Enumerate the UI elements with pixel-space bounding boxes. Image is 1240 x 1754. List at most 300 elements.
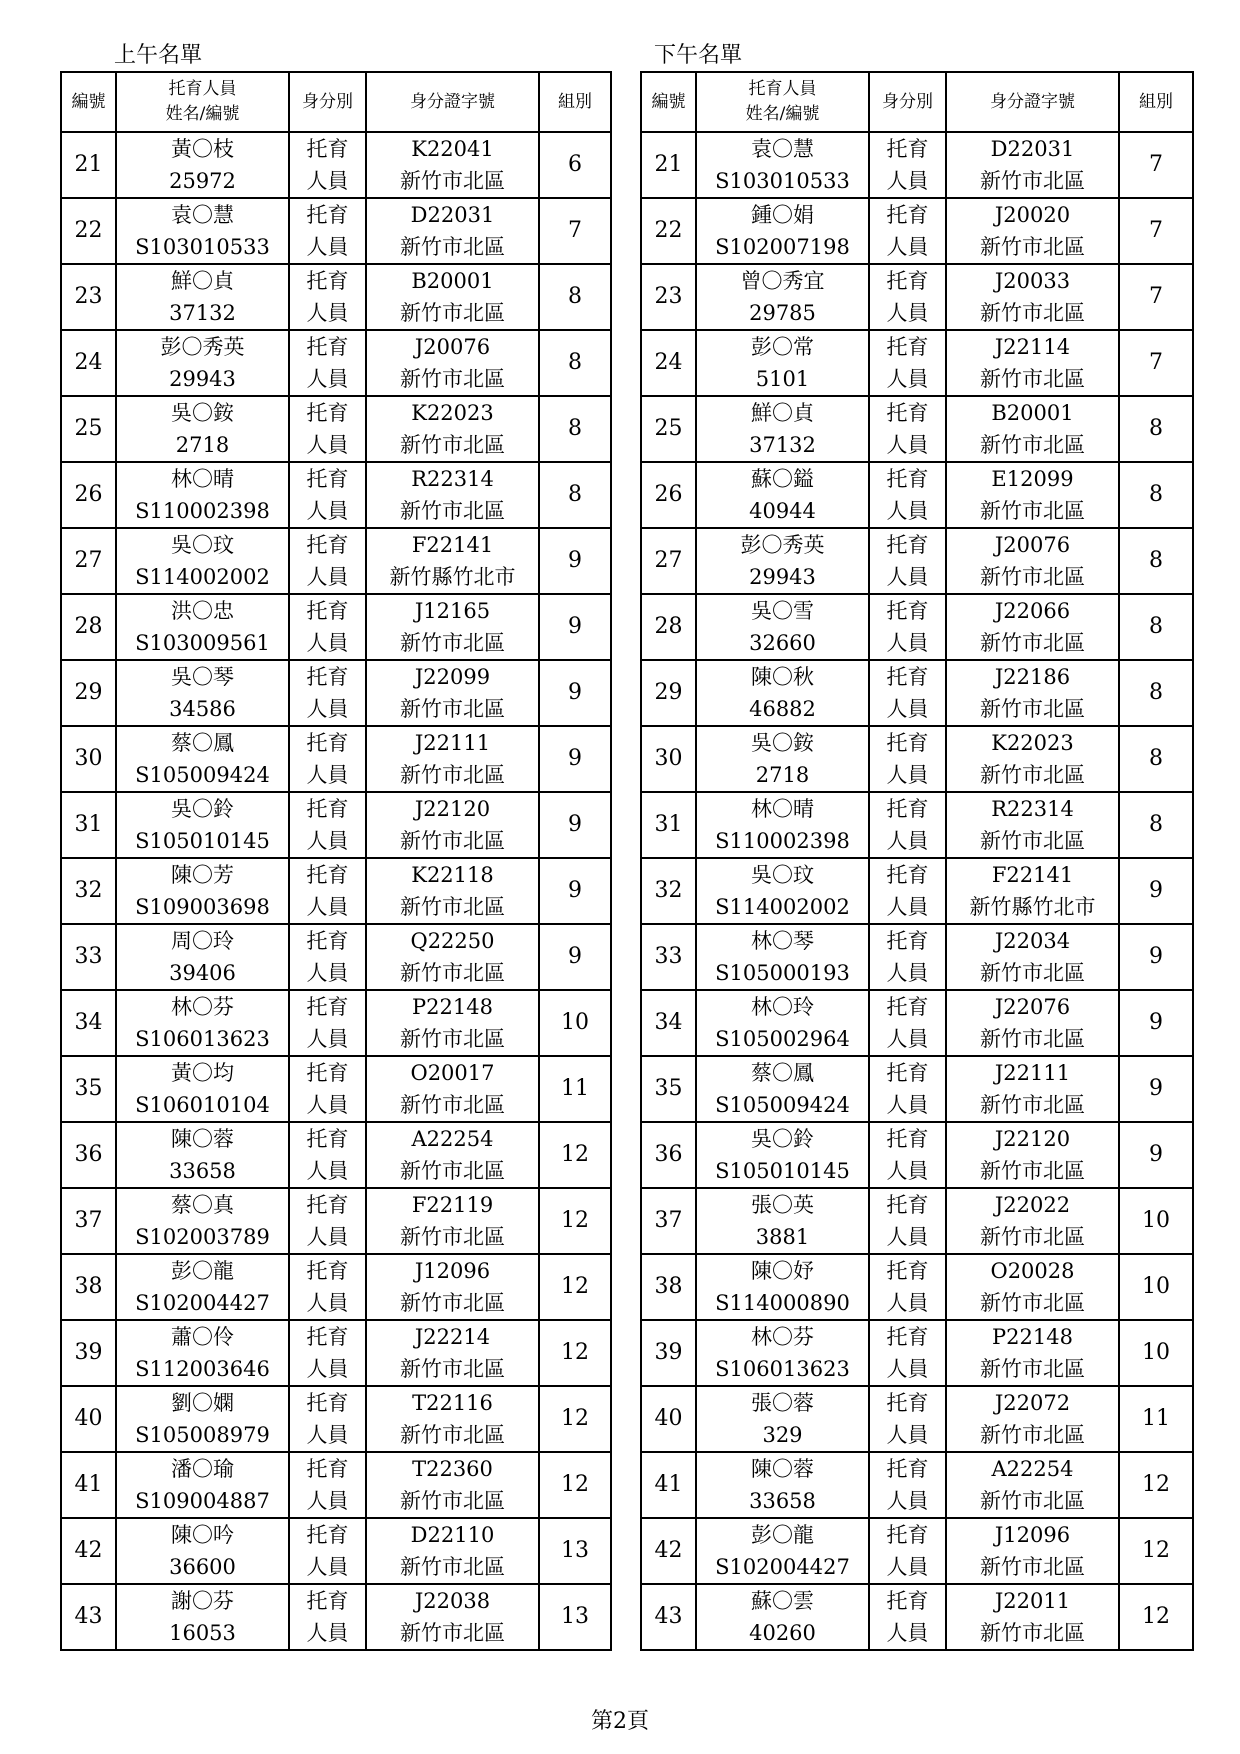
role-cell	[289, 132, 366, 198]
role-cell	[869, 1320, 946, 1386]
caregiver-code: S105010145	[715, 1159, 850, 1183]
role-line1: 托育	[306, 401, 349, 425]
caregiver-code: 37132	[169, 301, 236, 325]
role-cell	[289, 1452, 366, 1518]
id-cell	[366, 1056, 539, 1122]
id-area: 新竹市北區	[980, 1423, 1085, 1447]
table-row	[641, 528, 1193, 594]
header-id: 身分證字號	[946, 72, 1119, 132]
role-line2: 人員	[306, 1225, 349, 1249]
morning-list-title: 上午名單	[114, 43, 203, 68]
role-line2: 人員	[306, 169, 349, 193]
role-cell	[869, 264, 946, 330]
role-cell	[289, 792, 366, 858]
id-area: 新竹市北區	[400, 1159, 505, 1183]
caregiver-name: 林〇芬	[171, 995, 234, 1019]
table-row	[61, 330, 611, 396]
id-number: J20020	[994, 203, 1071, 227]
id-area: 新竹市北區	[980, 235, 1085, 259]
caregiver-code: S114002002	[715, 895, 850, 919]
role-cell	[289, 264, 366, 330]
caregiver-code: 29785	[749, 301, 816, 325]
id-cell	[946, 990, 1119, 1056]
table-row	[61, 594, 611, 660]
caregiver-name: 周〇玲	[171, 929, 234, 953]
id-area: 新竹市北區	[980, 697, 1085, 721]
row-number: 36	[641, 1122, 696, 1188]
id-area: 新竹市北區	[980, 565, 1085, 589]
id-number: J22038	[414, 1589, 491, 1613]
row-number: 40	[61, 1386, 116, 1452]
caregiver-name: 吳〇玟	[751, 863, 814, 887]
caregiver-code: S105009424	[135, 763, 270, 787]
caregiver-name: 林〇芬	[751, 1325, 814, 1349]
caregiver-code: 29943	[749, 565, 816, 589]
role-line2: 人員	[306, 961, 349, 985]
role-cell	[869, 1452, 946, 1518]
row-number: 37	[61, 1188, 116, 1254]
role-line2: 人員	[886, 1423, 929, 1447]
caregiver-code: 29943	[169, 367, 236, 391]
caregiver-cell	[116, 1188, 289, 1254]
row-number: 39	[641, 1320, 696, 1386]
role-line2: 人員	[886, 895, 929, 919]
role-line2: 人員	[306, 1555, 349, 1579]
group-number: 7	[1119, 264, 1193, 330]
role-cell	[289, 528, 366, 594]
role-line1: 托育	[306, 863, 349, 887]
header-group: 組別	[539, 72, 611, 132]
caregiver-name: 陳〇蓉	[751, 1457, 814, 1481]
caregiver-name: 袁〇慧	[171, 203, 234, 227]
caregiver-name: 蔡〇鳳	[171, 731, 234, 755]
caregiver-cell	[116, 924, 289, 990]
table-row	[61, 1584, 611, 1650]
table-body	[61, 132, 611, 1650]
id-number: K22023	[411, 401, 494, 425]
id-number: T22116	[412, 1391, 493, 1415]
role-line2: 人員	[886, 1555, 929, 1579]
role-line1: 托育	[306, 599, 349, 623]
id-cell	[366, 462, 539, 528]
caregiver-code: 33658	[749, 1489, 816, 1513]
id-cell	[366, 1188, 539, 1254]
role-line2: 人員	[306, 1423, 349, 1447]
id-area: 新竹市北區	[980, 169, 1085, 193]
role-line2: 人員	[306, 1291, 349, 1315]
role-line1: 托育	[886, 269, 929, 293]
group-number: 12	[539, 1188, 611, 1254]
table-row	[61, 528, 611, 594]
table-row	[641, 594, 1193, 660]
role-line2: 人員	[306, 697, 349, 721]
caregiver-name: 黃〇枝	[171, 137, 234, 161]
table-row	[61, 1254, 611, 1320]
role-line1: 托育	[886, 1127, 929, 1151]
row-number: 21	[61, 132, 116, 198]
caregiver-name: 陳〇秋	[751, 665, 814, 689]
row-number: 25	[641, 396, 696, 462]
id-cell	[366, 594, 539, 660]
id-area: 新竹市北區	[980, 1225, 1085, 1249]
caregiver-cell	[696, 198, 869, 264]
caregiver-cell	[116, 990, 289, 1056]
role-line1: 托育	[306, 731, 349, 755]
caregiver-name: 張〇蓉	[751, 1391, 814, 1415]
id-area: 新竹市北區	[400, 1027, 505, 1051]
caregiver-name: 鮮〇貞	[171, 269, 234, 293]
table-row	[641, 1254, 1193, 1320]
group-number: 7	[1119, 330, 1193, 396]
row-number: 23	[641, 264, 696, 330]
table-header	[61, 72, 611, 132]
id-cell	[946, 198, 1119, 264]
caregiver-cell	[696, 1320, 869, 1386]
row-number: 21	[641, 132, 696, 198]
row-number: 36	[61, 1122, 116, 1188]
caregiver-code: S103010533	[135, 235, 270, 259]
header-name-line1: 托育人員	[748, 79, 817, 99]
row-number: 33	[641, 924, 696, 990]
group-number: 8	[1119, 594, 1193, 660]
role-cell	[869, 924, 946, 990]
role-line1: 托育	[886, 929, 929, 953]
role-line1: 托育	[886, 1259, 929, 1283]
id-cell	[366, 660, 539, 726]
row-number: 43	[61, 1584, 116, 1650]
group-number: 8	[1119, 462, 1193, 528]
group-number: 12	[539, 1386, 611, 1452]
group-number: 9	[539, 726, 611, 792]
role-line2: 人員	[886, 763, 929, 787]
group-number: 8	[1119, 792, 1193, 858]
caregiver-name: 吳〇玟	[171, 533, 234, 557]
table-row	[641, 1056, 1193, 1122]
role-line1: 托育	[306, 269, 349, 293]
id-number: J12096	[994, 1523, 1071, 1547]
role-line1: 托育	[306, 335, 349, 359]
table-row	[641, 1518, 1193, 1584]
id-cell	[366, 528, 539, 594]
caregiver-code: S103010533	[715, 169, 850, 193]
role-line2: 人員	[886, 1159, 929, 1183]
header-role: 身分別	[289, 72, 366, 132]
afternoon-list-table	[640, 71, 1194, 1651]
caregiver-code: S105000193	[715, 961, 850, 985]
id-number: F22141	[411, 533, 494, 557]
caregiver-code: 3881	[755, 1225, 810, 1249]
id-number: R22314	[411, 467, 494, 491]
caregiver-code: S106010104	[135, 1093, 270, 1117]
row-number: 34	[61, 990, 116, 1056]
role-cell	[869, 858, 946, 924]
id-cell	[366, 990, 539, 1056]
caregiver-cell	[116, 594, 289, 660]
row-number: 39	[61, 1320, 116, 1386]
role-cell	[289, 858, 366, 924]
role-line1: 托育	[886, 1589, 929, 1613]
id-area: 新竹市北區	[400, 433, 505, 457]
caregiver-code: 32660	[749, 631, 816, 655]
id-number: J22066	[994, 599, 1071, 623]
id-number: T22360	[412, 1457, 493, 1481]
id-cell	[366, 1386, 539, 1452]
caregiver-cell	[696, 396, 869, 462]
caregiver-cell	[696, 462, 869, 528]
role-line2: 人員	[886, 433, 929, 457]
role-line1: 托育	[306, 1457, 349, 1481]
row-number: 42	[641, 1518, 696, 1584]
caregiver-name: 彭〇常	[751, 335, 814, 359]
id-cell	[366, 1122, 539, 1188]
id-number: J22011	[994, 1589, 1071, 1613]
caregiver-cell	[696, 924, 869, 990]
group-number: 8	[1119, 396, 1193, 462]
caregiver-name: 吳〇鈴	[751, 1127, 814, 1151]
caregiver-code: S114002002	[135, 565, 270, 589]
id-area: 新竹縣竹北市	[389, 565, 516, 589]
id-number: D22031	[990, 137, 1075, 161]
id-number: J20076	[414, 335, 491, 359]
caregiver-code: S105010145	[135, 829, 270, 853]
group-number: 7	[1119, 198, 1193, 264]
caregiver-name: 陳〇芳	[171, 863, 234, 887]
role-cell	[289, 1584, 366, 1650]
id-number: B20001	[991, 401, 1074, 425]
row-number: 26	[641, 462, 696, 528]
caregiver-code: S106013623	[135, 1027, 270, 1051]
role-cell	[289, 1056, 366, 1122]
group-number: 10	[1119, 1254, 1193, 1320]
caregiver-name: 吳〇銨	[751, 731, 814, 755]
id-area: 新竹市北區	[400, 895, 505, 919]
role-line2: 人員	[886, 499, 929, 523]
caregiver-cell	[696, 594, 869, 660]
table-row	[641, 660, 1193, 726]
row-number: 41	[61, 1452, 116, 1518]
id-number: R22314	[991, 797, 1074, 821]
id-number: K22041	[411, 137, 494, 161]
row-number: 22	[641, 198, 696, 264]
role-line2: 人員	[306, 433, 349, 457]
id-number: J22111	[994, 1061, 1071, 1085]
group-number: 10	[1119, 1320, 1193, 1386]
role-line1: 托育	[306, 995, 349, 1019]
id-cell	[946, 396, 1119, 462]
table-row	[641, 726, 1193, 792]
role-line2: 人員	[886, 961, 929, 985]
role-cell	[289, 924, 366, 990]
caregiver-name: 鍾〇娟	[751, 203, 814, 227]
table-row	[61, 1452, 611, 1518]
row-number: 28	[641, 594, 696, 660]
caregiver-cell	[696, 726, 869, 792]
role-cell	[289, 330, 366, 396]
id-number: A22254	[411, 1127, 494, 1151]
group-number: 12	[539, 1254, 611, 1320]
id-cell	[946, 858, 1119, 924]
header-name-line2: 姓名/編號	[745, 104, 820, 124]
role-line1: 托育	[306, 1523, 349, 1547]
role-line1: 托育	[886, 137, 929, 161]
id-area: 新竹市北區	[980, 1027, 1085, 1051]
caregiver-cell	[116, 1518, 289, 1584]
role-line2: 人員	[886, 1093, 929, 1117]
table-row	[641, 198, 1193, 264]
table-row	[61, 1518, 611, 1584]
caregiver-name: 陳〇吟	[171, 1523, 234, 1547]
header-name-code	[696, 72, 869, 132]
id-number: K22023	[991, 731, 1074, 755]
id-area: 新竹市北區	[980, 301, 1085, 325]
id-cell	[946, 1320, 1119, 1386]
role-line1: 托育	[886, 335, 929, 359]
id-cell	[366, 1320, 539, 1386]
caregiver-name: 彭〇龍	[751, 1523, 814, 1547]
table-row	[641, 462, 1193, 528]
role-cell	[869, 1518, 946, 1584]
role-line2: 人員	[886, 1357, 929, 1381]
id-area: 新竹市北區	[400, 697, 505, 721]
group-number: 8	[539, 264, 611, 330]
header-name-line2: 姓名/編號	[165, 104, 240, 124]
caregiver-code: 40260	[749, 1621, 816, 1645]
row-number: 23	[61, 264, 116, 330]
caregiver-cell	[116, 1386, 289, 1452]
group-number: 8	[1119, 726, 1193, 792]
caregiver-cell	[696, 1254, 869, 1320]
row-number: 27	[641, 528, 696, 594]
table-row	[61, 1122, 611, 1188]
caregiver-name: 吳〇銨	[171, 401, 234, 425]
role-cell	[869, 1188, 946, 1254]
table-row	[641, 1386, 1193, 1452]
role-line2: 人員	[306, 1093, 349, 1117]
table-row	[61, 132, 611, 198]
role-line1: 托育	[886, 203, 929, 227]
role-line1: 托育	[306, 1325, 349, 1349]
id-number: E12099	[991, 467, 1074, 491]
id-number: J22214	[414, 1325, 491, 1349]
role-line2: 人員	[306, 235, 349, 259]
caregiver-code: S102004427	[135, 1291, 270, 1315]
role-line1: 托育	[886, 797, 929, 821]
caregiver-name: 劉〇嫻	[171, 1391, 234, 1415]
caregiver-code: 36600	[169, 1555, 236, 1579]
table-row	[61, 990, 611, 1056]
row-number: 29	[61, 660, 116, 726]
caregiver-name: 彭〇秀英	[740, 533, 825, 557]
header-name-line1: 托育人員	[168, 79, 237, 99]
caregiver-code: S114000890	[715, 1291, 850, 1315]
role-line2: 人員	[886, 169, 929, 193]
id-number: D22031	[410, 203, 495, 227]
group-number: 12	[539, 1320, 611, 1386]
header-id: 身分證字號	[366, 72, 539, 132]
caregiver-code: 2718	[755, 763, 810, 787]
caregiver-cell	[116, 1452, 289, 1518]
table-row	[641, 1188, 1193, 1254]
header-number: 編號	[641, 72, 696, 132]
id-cell	[366, 198, 539, 264]
caregiver-cell	[696, 264, 869, 330]
role-line1: 托育	[886, 1193, 929, 1217]
id-cell	[946, 1584, 1119, 1650]
role-line2: 人員	[306, 1159, 349, 1183]
row-number: 35	[641, 1056, 696, 1122]
row-number: 26	[61, 462, 116, 528]
id-number: J20033	[994, 269, 1071, 293]
header-group: 組別	[1119, 72, 1193, 132]
id-cell	[946, 132, 1119, 198]
role-line2: 人員	[306, 565, 349, 589]
group-number: 9	[1119, 924, 1193, 990]
header-row	[61, 72, 611, 132]
caregiver-cell	[116, 1056, 289, 1122]
id-area: 新竹市北區	[400, 1489, 505, 1513]
id-cell	[366, 396, 539, 462]
role-line2: 人員	[306, 367, 349, 391]
id-number: Q22250	[410, 929, 495, 953]
role-line2: 人員	[886, 301, 929, 325]
caregiver-code: S105002964	[715, 1027, 850, 1051]
role-line2: 人員	[886, 1291, 929, 1315]
group-number: 12	[1119, 1452, 1193, 1518]
role-cell	[289, 1188, 366, 1254]
caregiver-cell	[696, 1056, 869, 1122]
row-number: 35	[61, 1056, 116, 1122]
caregiver-code: S102004427	[715, 1555, 850, 1579]
caregiver-name: 彭〇龍	[171, 1259, 234, 1283]
role-line2: 人員	[306, 1489, 349, 1513]
table-row	[61, 858, 611, 924]
caregiver-cell	[696, 1518, 869, 1584]
morning-list-table	[60, 71, 612, 1651]
role-cell	[869, 132, 946, 198]
role-cell	[289, 396, 366, 462]
row-number: 40	[641, 1386, 696, 1452]
group-number: 7	[539, 198, 611, 264]
caregiver-name: 陳〇妤	[751, 1259, 814, 1283]
id-area: 新竹市北區	[980, 433, 1085, 457]
id-number: P22148	[412, 995, 493, 1019]
group-number: 12	[539, 1122, 611, 1188]
caregiver-name: 袁〇慧	[751, 137, 814, 161]
table-row	[641, 1452, 1193, 1518]
id-cell	[366, 924, 539, 990]
role-line1: 托育	[886, 1391, 929, 1415]
id-number: J22114	[994, 335, 1071, 359]
caregiver-code: S109003698	[135, 895, 270, 919]
id-area: 新竹市北區	[400, 169, 505, 193]
group-number: 10	[1119, 1188, 1193, 1254]
id-area: 新竹縣竹北市	[969, 895, 1096, 919]
role-cell	[869, 660, 946, 726]
caregiver-code: 5101	[755, 367, 810, 391]
role-cell	[289, 1518, 366, 1584]
id-cell	[946, 726, 1119, 792]
role-line2: 人員	[886, 1621, 929, 1645]
role-cell	[289, 1254, 366, 1320]
id-number: B20001	[411, 269, 494, 293]
caregiver-code: S110002398	[135, 499, 270, 523]
role-line1: 托育	[306, 533, 349, 557]
table-row	[641, 396, 1193, 462]
row-number: 31	[641, 792, 696, 858]
row-number: 28	[61, 594, 116, 660]
id-number: A22254	[991, 1457, 1074, 1481]
role-line1: 托育	[306, 1193, 349, 1217]
